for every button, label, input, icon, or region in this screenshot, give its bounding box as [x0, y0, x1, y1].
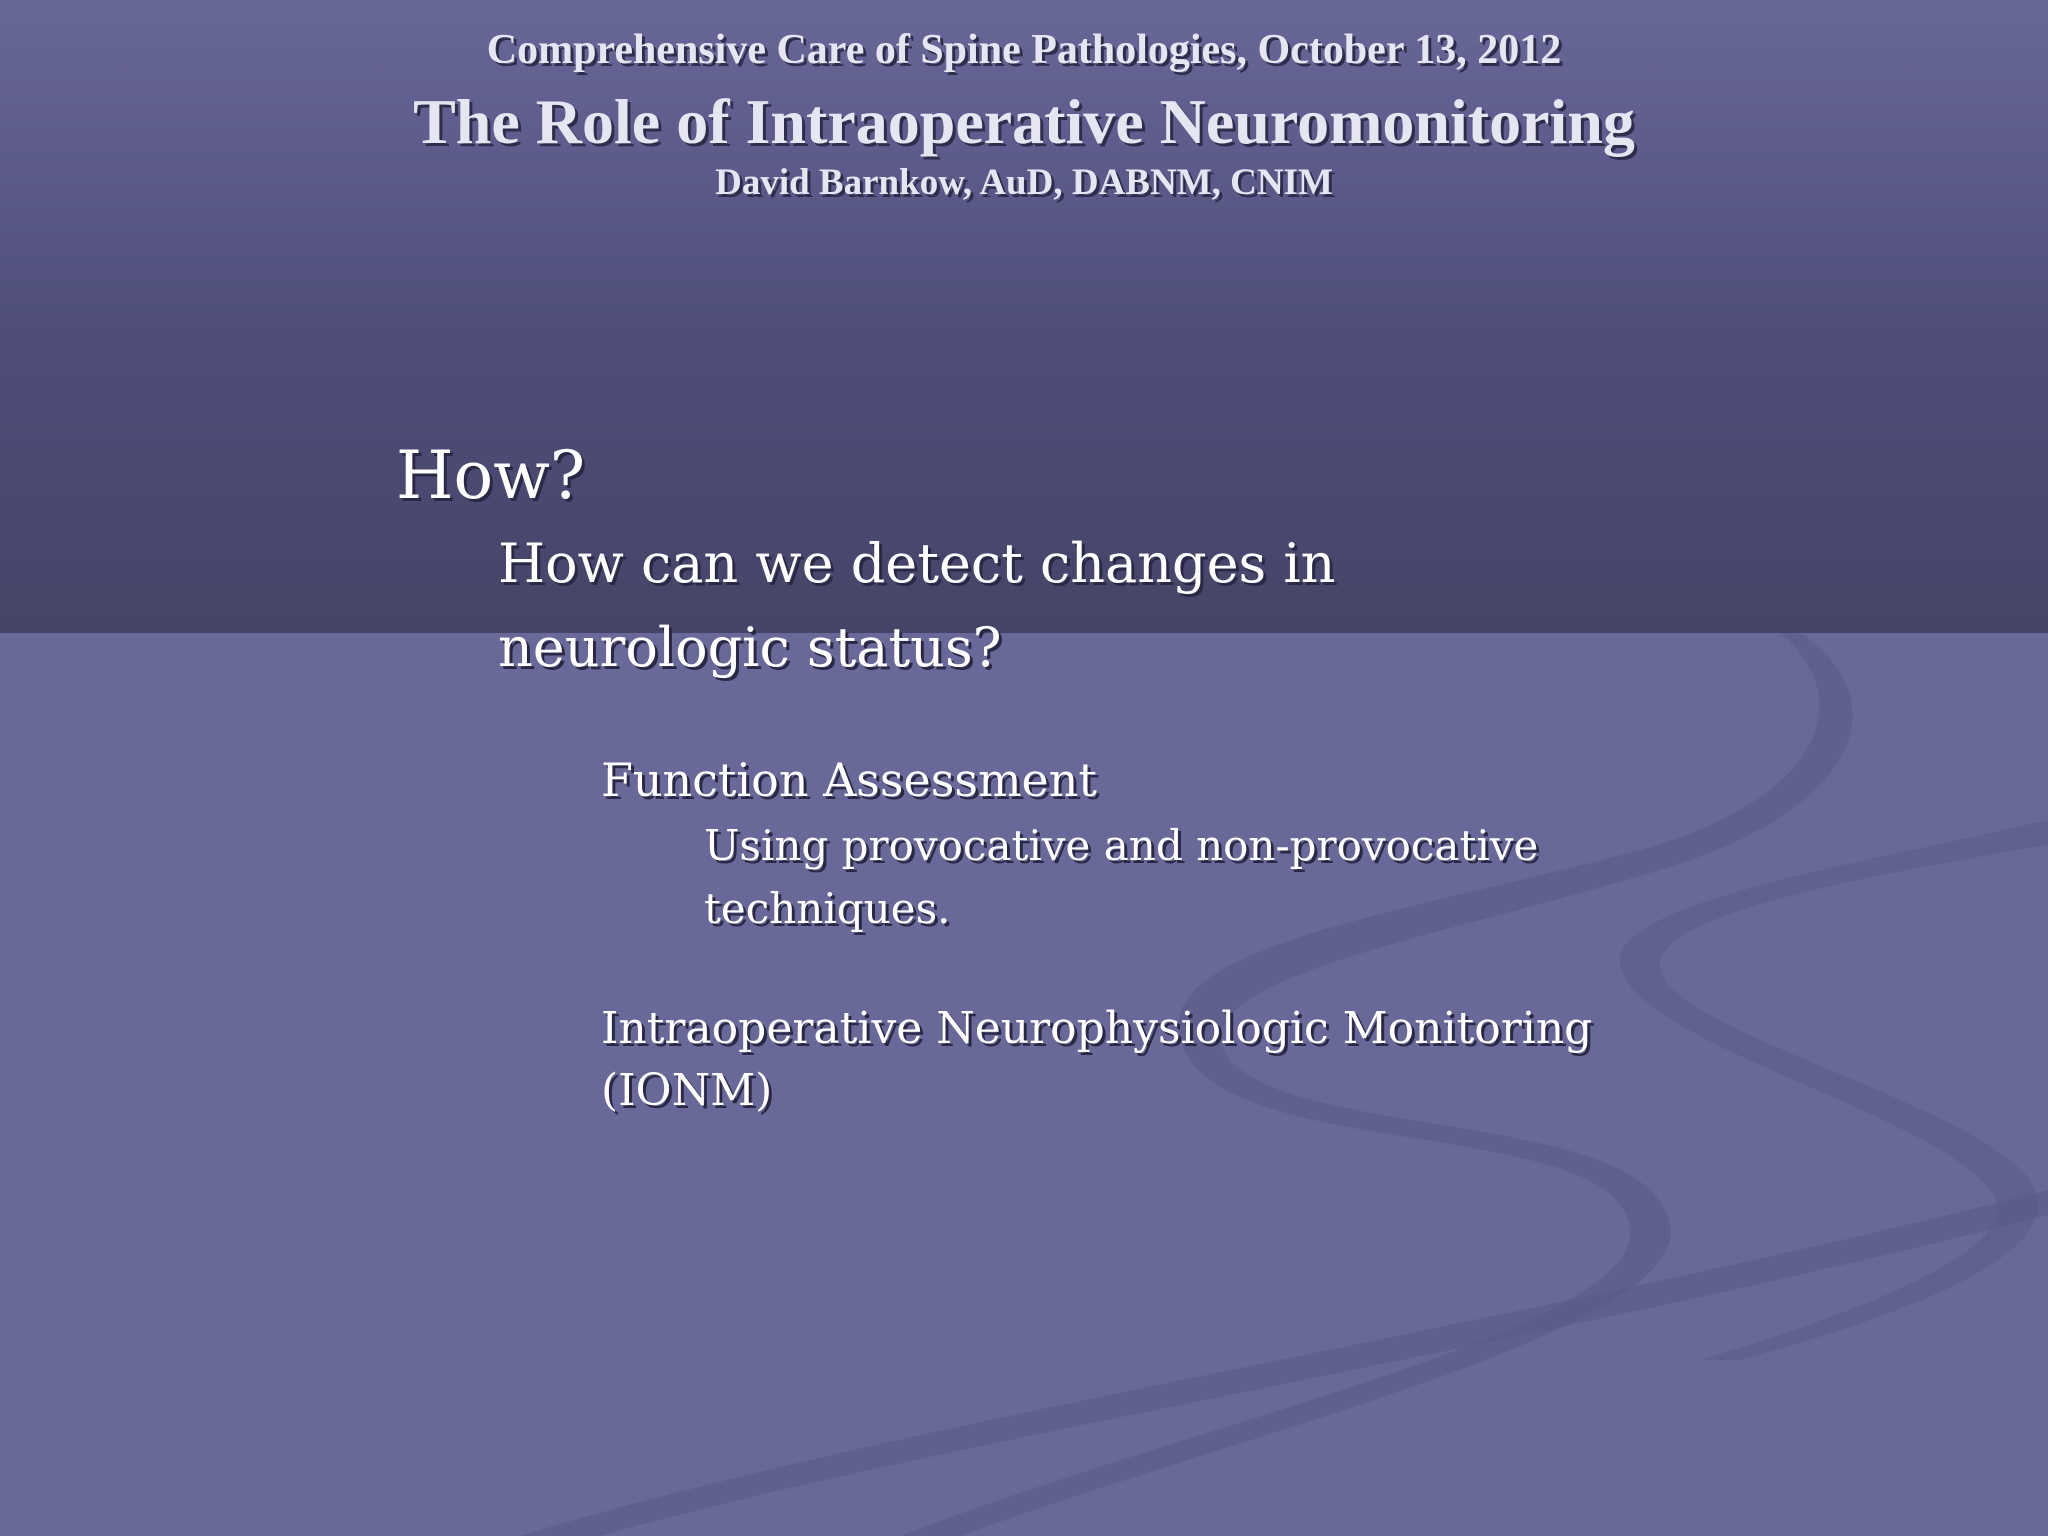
question-line: neurologic status?: [498, 616, 1002, 679]
author-line: David Barnkow, AuD, DABNM, CNIM: [715, 162, 1333, 203]
detail-line: techniques.: [704, 884, 951, 933]
bullet-function-assessment: Function Assessment: [601, 753, 1097, 807]
ionm-line: (IONM): [601, 1065, 773, 1116]
bullet-function-assessment-detail: [704, 814, 1538, 940]
detail-line: Using provocative and non-provocative: [704, 821, 1539, 870]
ionm-line: Intraoperative Neurophysiologic Monitoring: [601, 1003, 1593, 1054]
question-line: How can we detect changes in: [498, 532, 1336, 595]
slide-title: The Role of Intraoperative Neuromonitoring: [413, 86, 1635, 157]
heading-how: How?: [396, 437, 586, 514]
question-text: [498, 522, 1335, 690]
conference-subtitle: Comprehensive Care of Spine Pathologies, October 13, 2012: [486, 27, 1562, 73]
bullet-ionm: [601, 998, 1592, 1122]
